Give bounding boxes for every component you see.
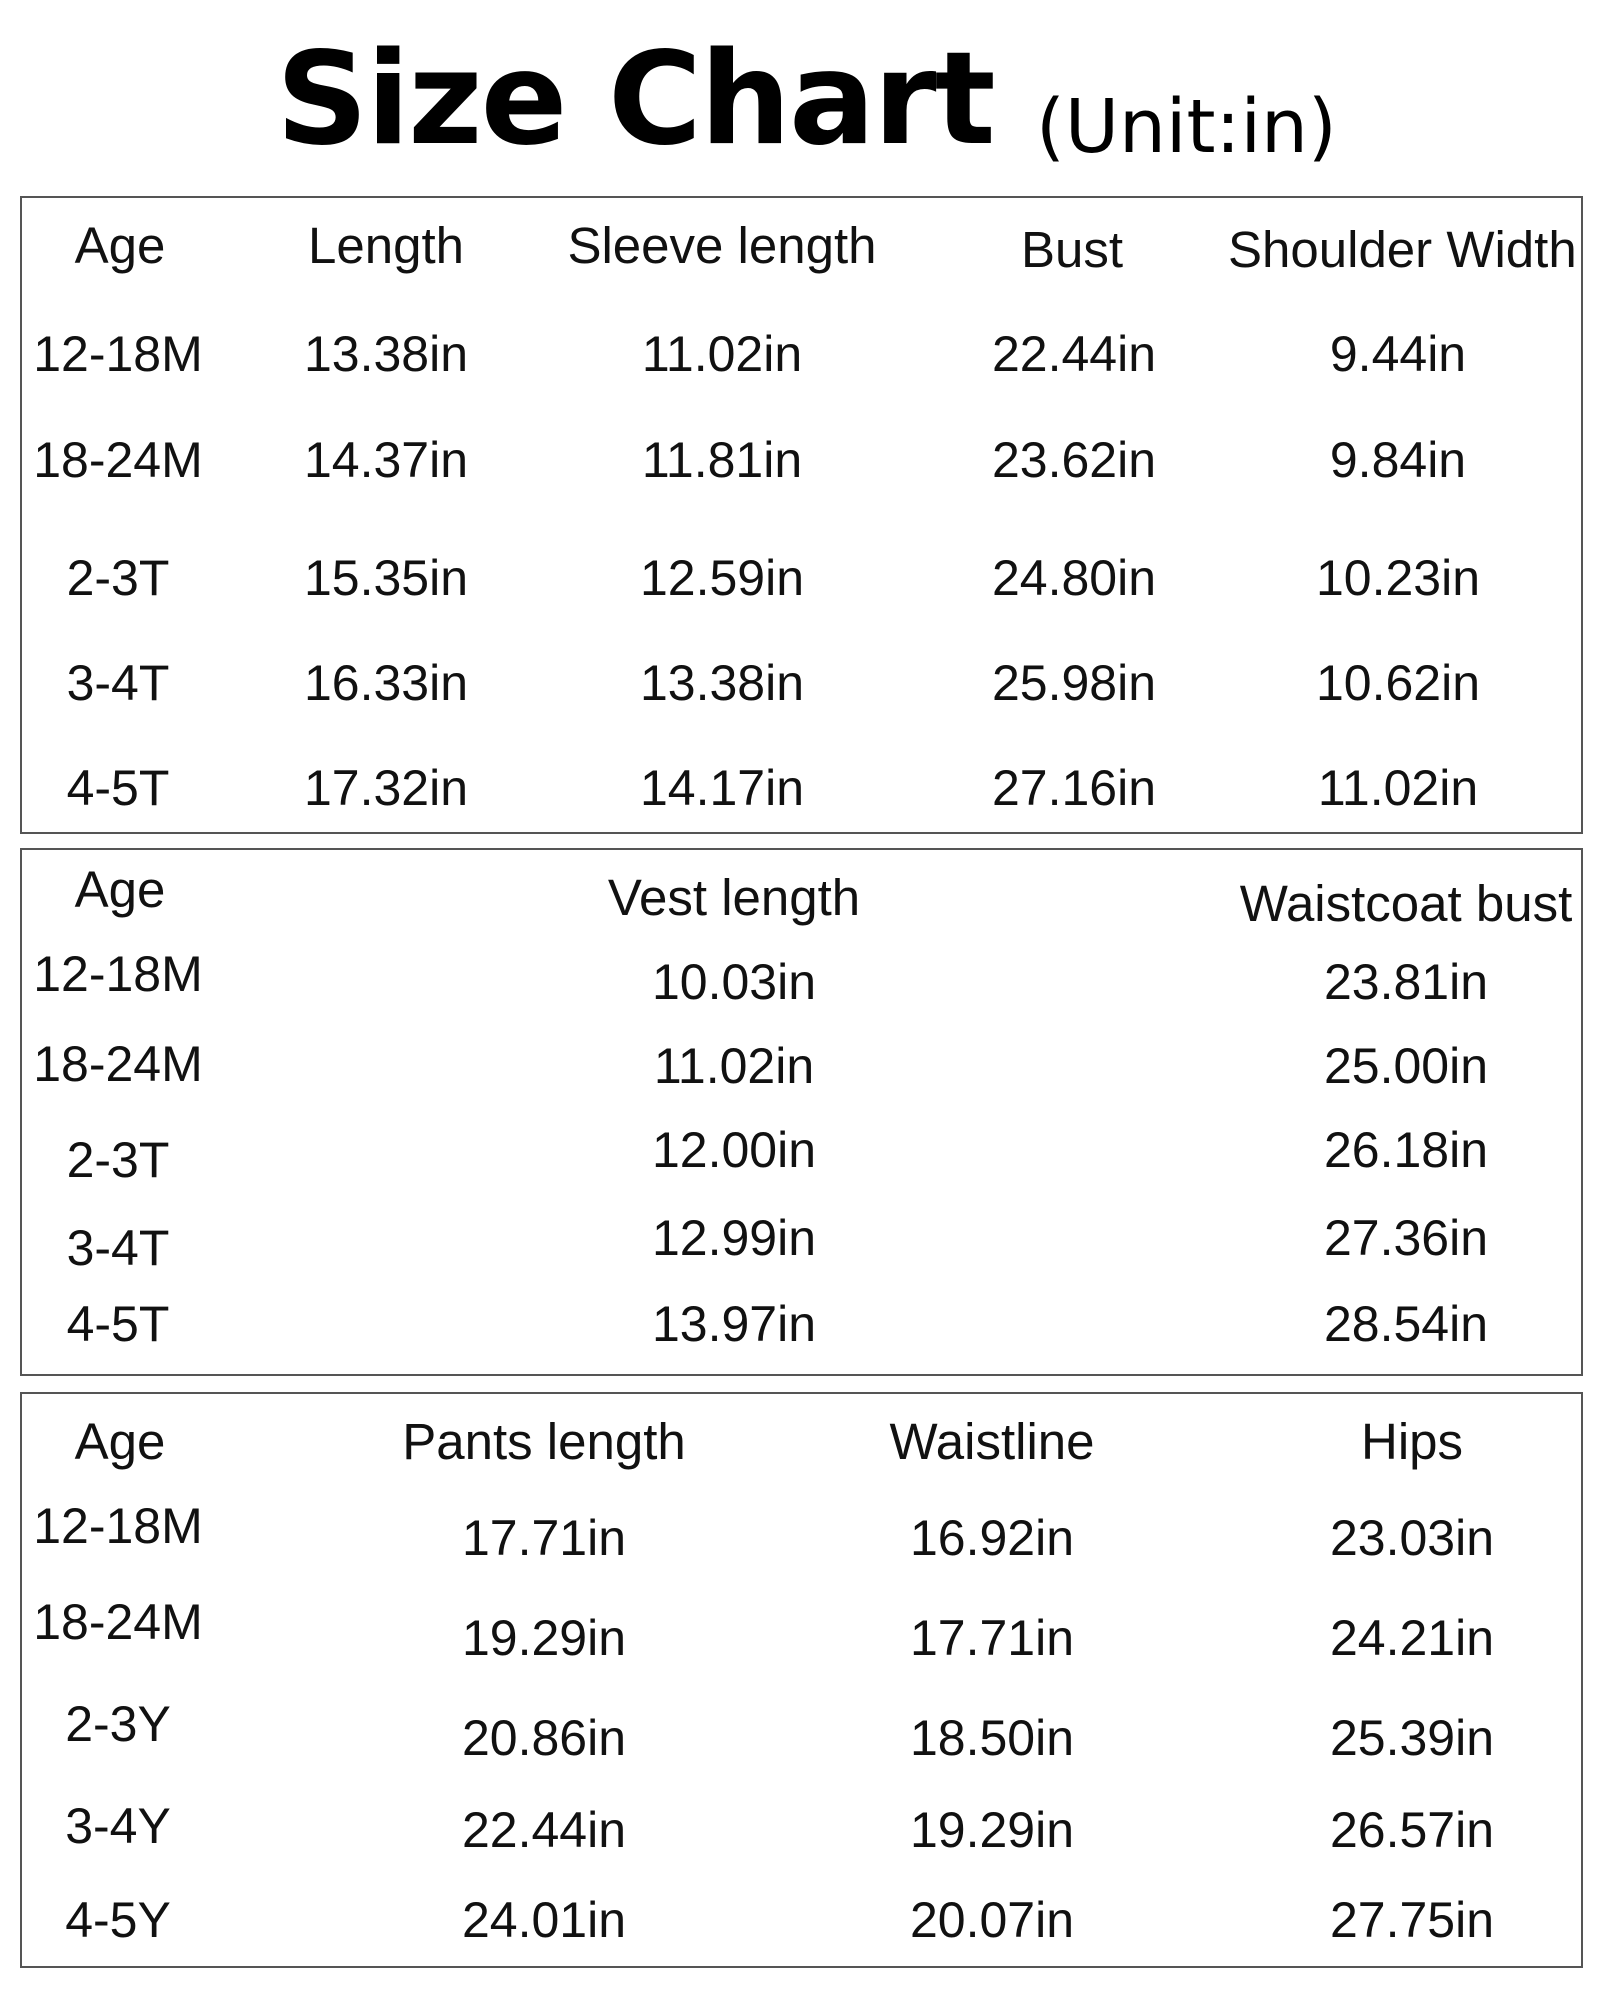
- table-cell-age: 2-3T: [66, 550, 170, 606]
- table-cell-hips: 27.75in: [1329, 1892, 1495, 1948]
- table-cell-length: 13.38in: [303, 326, 469, 382]
- table-cell-waistline: 18.50in: [909, 1710, 1075, 1766]
- table-cell-hips: 23.03in: [1329, 1510, 1495, 1566]
- table-cell-pants-length: 20.86in: [461, 1710, 627, 1766]
- table-cell-sleeve-length: 12.59in: [639, 550, 805, 606]
- table-cell-shoulder-width: 10.62in: [1315, 655, 1481, 711]
- table-cell-length: 15.35in: [303, 550, 469, 606]
- table-cell-bust: 22.44in: [991, 326, 1157, 382]
- table-cell-hips: 24.21in: [1329, 1610, 1495, 1666]
- table-cell-waistline: 16.92in: [909, 1510, 1075, 1566]
- table-cell-bust: 27.16in: [991, 760, 1157, 816]
- column-header-waistline: Waistline: [889, 1413, 1095, 1470]
- column-header-hips: Hips: [1360, 1413, 1464, 1470]
- table-cell-age: 4-5Y: [65, 1892, 171, 1948]
- table-cell-pants-length: 24.01in: [461, 1892, 627, 1948]
- table-cell-age: 2-3Y: [65, 1696, 171, 1752]
- table-cell-sleeve-length: 13.38in: [639, 655, 805, 711]
- table-cell-bust: 25.98in: [991, 655, 1157, 711]
- column-header-age: Age: [74, 217, 166, 274]
- unit-label: (Unit:in): [1036, 84, 1337, 170]
- table-cell-bust: 24.80in: [991, 550, 1157, 606]
- table-cell-age: 12-18M: [33, 326, 203, 382]
- table-cell-pants-length: 22.44in: [461, 1802, 627, 1858]
- table-cell-bust: 23.62in: [991, 432, 1157, 488]
- column-header-waistcoat-bust: Waistcoat bust: [1239, 875, 1573, 932]
- table-cell-age: 12-18M: [33, 946, 203, 1002]
- table-cell-sleeve-length: 14.17in: [639, 760, 805, 816]
- table-cell-shoulder-width: 9.84in: [1329, 432, 1467, 488]
- table-cell-age: 3-4Y: [65, 1798, 171, 1854]
- column-header-sleeve-length: Sleeve length: [567, 217, 877, 274]
- page-title: Size Chart: [276, 25, 994, 174]
- table-cell-age: 18-24M: [33, 1594, 203, 1650]
- table-cell-shoulder-width: 10.23in: [1315, 550, 1481, 606]
- table-cell-hips: 26.57in: [1329, 1802, 1495, 1858]
- table-cell-shoulder-width: 9.44in: [1329, 326, 1467, 382]
- table-cell-waistline: 17.71in: [909, 1610, 1075, 1666]
- table-cell-age: 12-18M: [33, 1498, 203, 1554]
- column-header-age: Age: [74, 1413, 166, 1470]
- table-cell-vest-length: 10.03in: [651, 954, 817, 1010]
- table-cell-waistcoat-bust: 25.00in: [1323, 1038, 1489, 1094]
- table-cell-age: 2-3T: [66, 1132, 170, 1188]
- table-cell-age: 4-5T: [66, 760, 170, 816]
- column-header-shoulder-width: Shoulder Width: [1228, 221, 1577, 278]
- table-cell-pants-length: 17.71in: [461, 1510, 627, 1566]
- table-cell-vest-length: 11.02in: [653, 1038, 815, 1094]
- table-cell-sleeve-length: 11.02in: [641, 326, 803, 382]
- pants-size-table: [20, 1392, 1583, 1968]
- table-cell-vest-length: 12.99in: [651, 1210, 817, 1266]
- table-cell-hips: 25.39in: [1329, 1710, 1495, 1766]
- table-cell-shoulder-width: 11.02in: [1317, 760, 1479, 816]
- vest-size-table: [20, 848, 1583, 1376]
- table-cell-age: 3-4T: [66, 655, 170, 711]
- table-cell-age: 18-24M: [33, 1036, 203, 1092]
- table-cell-vest-length: 13.97in: [651, 1296, 817, 1352]
- column-header-age: Age: [74, 861, 166, 918]
- table-cell-waistline: 19.29in: [909, 1802, 1075, 1858]
- table-cell-waistcoat-bust: 28.54in: [1323, 1296, 1489, 1352]
- column-header-vest-length: Vest length: [607, 869, 861, 926]
- table-cell-age: 3-4T: [66, 1220, 170, 1276]
- column-header-length: Length: [308, 217, 464, 274]
- table-cell-sleeve-length: 11.81in: [641, 432, 803, 488]
- table-cell-vest-length: 12.00in: [651, 1122, 817, 1178]
- table-cell-waistcoat-bust: 27.36in: [1323, 1210, 1489, 1266]
- table-cell-age: 4-5T: [66, 1296, 170, 1352]
- table-cell-age: 18-24M: [33, 432, 203, 488]
- table-cell-waistline: 20.07in: [909, 1892, 1075, 1948]
- table-cell-length: 16.33in: [303, 655, 469, 711]
- table-cell-length: 14.37in: [303, 432, 469, 488]
- column-header-pants-length: Pants length: [402, 1413, 686, 1470]
- tops-size-table: [20, 196, 1583, 834]
- table-cell-length: 17.32in: [303, 760, 469, 816]
- size-chart-header: [0, 20, 1601, 174]
- table-cell-waistcoat-bust: 23.81in: [1323, 954, 1489, 1010]
- table-cell-pants-length: 19.29in: [461, 1610, 627, 1666]
- table-cell-waistcoat-bust: 26.18in: [1323, 1122, 1489, 1178]
- column-header-bust: Bust: [1020, 221, 1124, 278]
